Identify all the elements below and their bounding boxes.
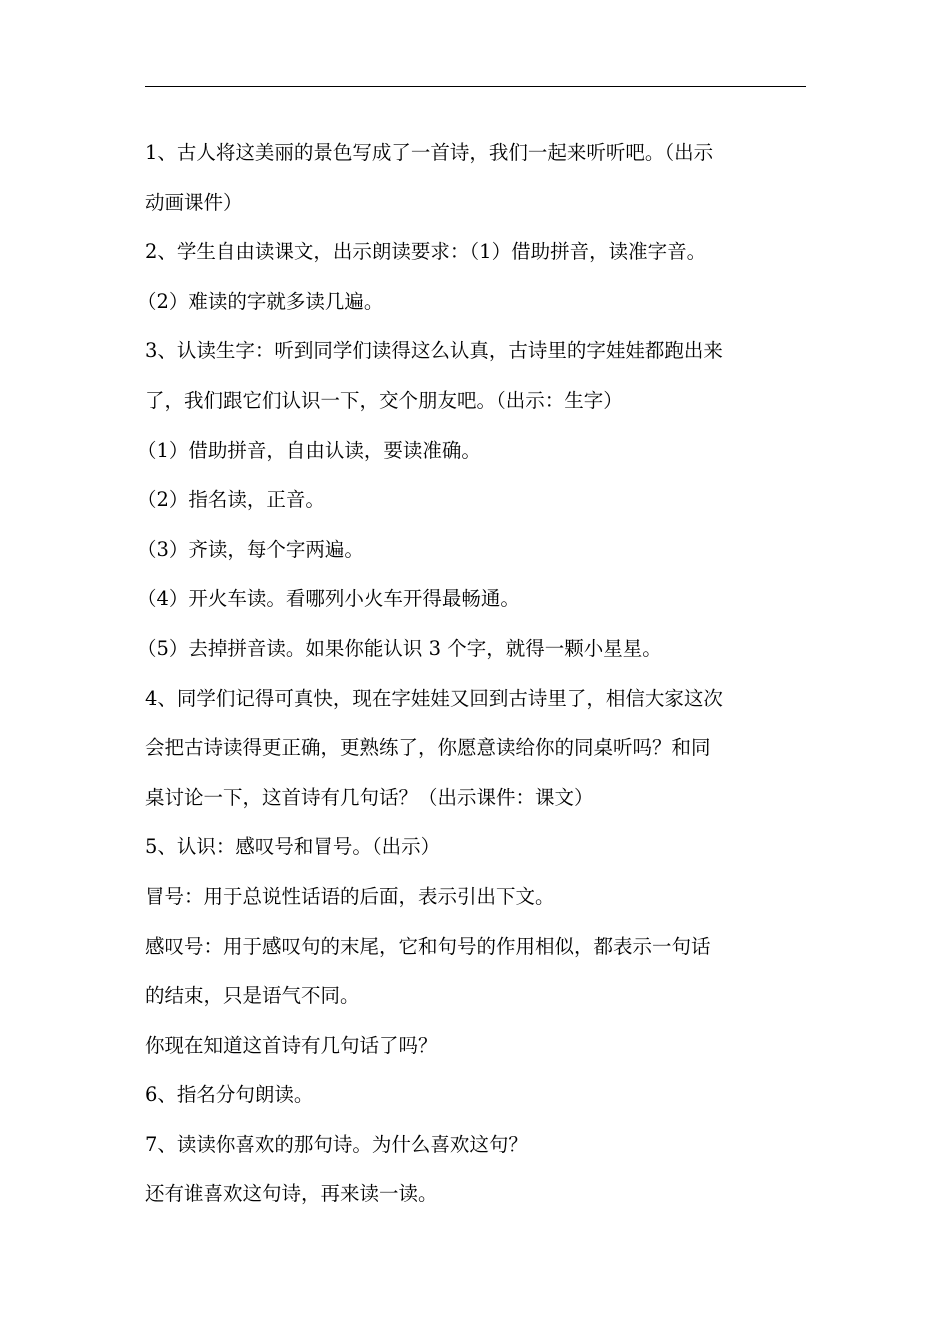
paragraph-line: 还有谁喜欢这句诗，再来读一读。 <box>145 1182 438 1206</box>
paragraph-line: 会把古诗读得更正确，更熟练了，你愿意读给你的同桌听吗？和同 <box>145 736 711 760</box>
paragraph-line: 动画课件） <box>145 190 243 214</box>
paragraph-line: （1）借助拼音，自由认读，要读准确。 <box>137 438 481 462</box>
paragraph-line: 冒号：用于总说性话语的后面，表示引出下文。 <box>145 884 555 908</box>
paragraph-line: 7、读读你喜欢的那句诗。为什么喜欢这句？ <box>145 1132 528 1156</box>
paragraph-line: （3）齐读，每个字两遍。 <box>137 537 364 561</box>
paragraph-line: 5、认识：感叹号和冒号。（出示） <box>145 835 441 859</box>
paragraph-line: 2、学生自由读课文，出示朗读要求：（1）借助拼音，读准字音。 <box>145 240 707 264</box>
paragraph-line: （2）指名读，正音。 <box>137 488 325 512</box>
paragraph-line: 的结束，只是语气不同。 <box>145 984 360 1008</box>
paragraph-line: 3、认读生字：听到同学们读得这么认真，古诗里的字娃娃都跑出来 <box>145 339 723 363</box>
paragraph-line: 1、古人将这美丽的景色写成了一首诗，我们一起来听听吧。（出示 <box>145 141 714 164</box>
paragraph-line: （4）开火车读。看哪列小火车开得最畅通。 <box>137 587 520 611</box>
paragraph-line: 6、指名分句朗读。 <box>145 1083 314 1107</box>
header-rule <box>145 86 806 87</box>
paragraph-line: 桌讨论一下，这首诗有几句话？（出示课件：课文） <box>145 785 594 809</box>
paragraph-line: 4、同学们记得可真快，现在字娃娃又回到古诗里了，相信大家这次 <box>145 686 723 710</box>
lesson-body <box>137 128 810 1219</box>
paragraph-line: 了，我们跟它们认识一下，交个朋友吧。（出示：生字） <box>145 388 623 412</box>
paragraph-line: 你现在知道这首诗有几句话了吗？ <box>145 1033 438 1057</box>
paragraph-line: 感叹号：用于感叹句的末尾，它和句号的作用相似，都表示一句话 <box>145 934 711 958</box>
paragraph-line: （2）难读的字就多读几遍。 <box>137 289 384 313</box>
paragraph-line: （5）去掉拼音读。如果你能认识 3 个字，就得一颗小星星。 <box>137 636 662 660</box>
